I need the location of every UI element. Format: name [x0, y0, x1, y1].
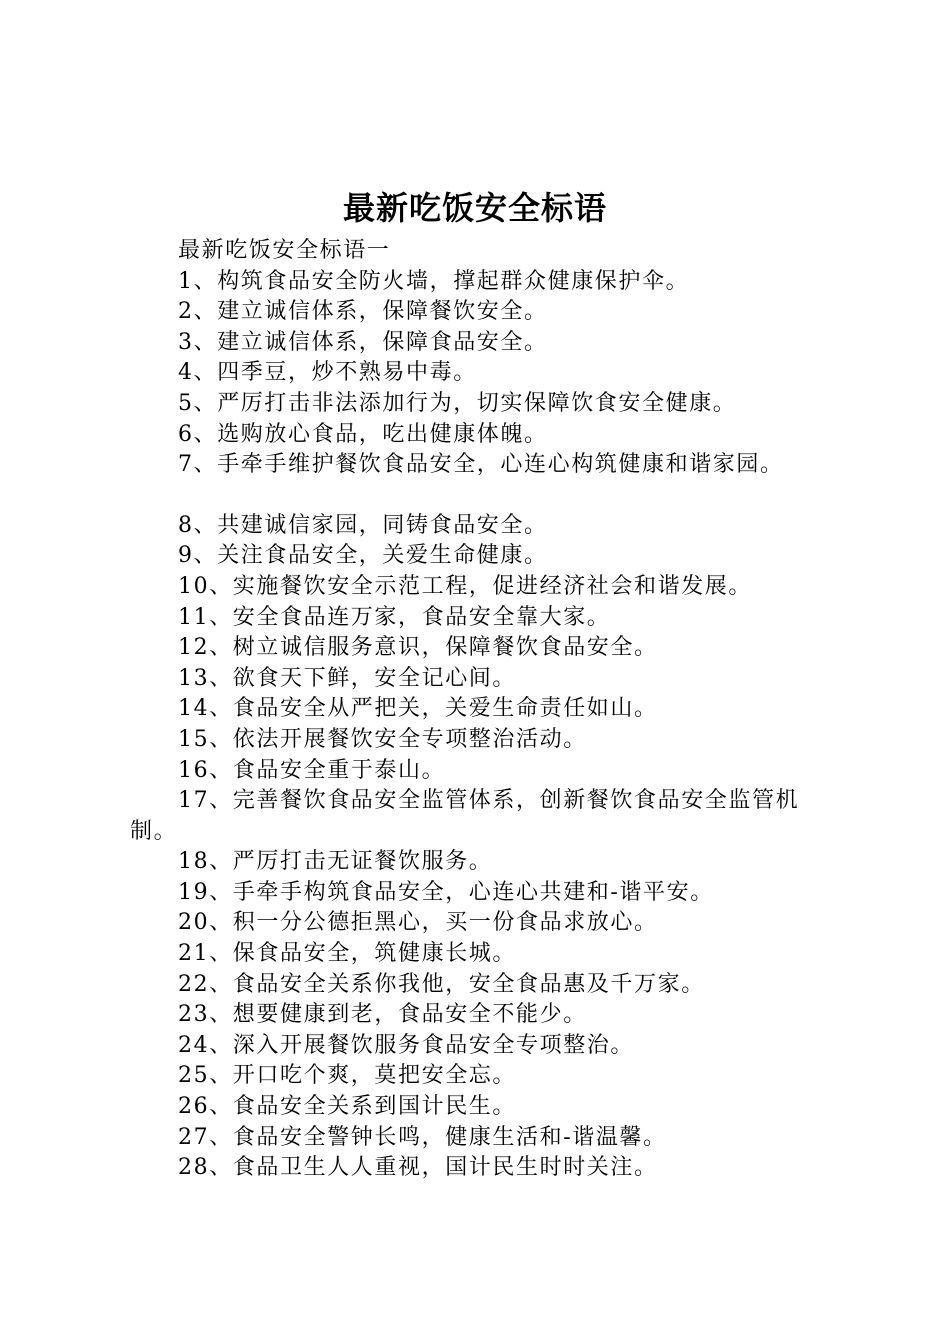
slogan-item-27: 27、食品安全警钟长鸣，健康生活和-谐温馨。 — [178, 1124, 667, 1150]
slogan-item-8: 8、共建诚信家园，同铸食品安全。 — [178, 512, 548, 538]
slogan-item-17: 17、完善餐饮食品安全监管体系，创新餐饮食品安全监管机制。 — [130, 788, 800, 844]
slogan-item-21: 21、保食品安全，筑健康长城。 — [178, 941, 516, 967]
document-body — [130, 236, 840, 1184]
slogan-item-23: 23、想要健康到老，食品安全不能少。 — [178, 1002, 587, 1028]
slogan-item-3: 3、建立诚信体系，保障食品安全。 — [178, 329, 548, 355]
slogan-item-28: 28、食品卫生人人重视，国计民生时时关注。 — [178, 1155, 658, 1181]
slogan-item-7: 7、手牵手维护餐饮食品安全，心连心构筑健康和谐家园。 — [178, 452, 784, 478]
slogan-item-22: 22、食品安全关系你我他，安全食品惠及千万家。 — [178, 971, 705, 997]
slogan-item-15: 15、依法开展餐饮安全专项整治活动。 — [178, 726, 587, 752]
slogan-item-20: 20、积一分公德拒黑心，买一份食品求放心。 — [178, 910, 658, 936]
slogan-item-12: 12、树立诚信服务意识，保障餐饮食品安全。 — [178, 635, 658, 661]
paragraph-gap — [130, 481, 840, 511]
slogan-item-11: 11、安全食品连万家，食品安全靠大家。 — [178, 604, 611, 630]
slogan-item-5: 5、严厉打击非法添加行为，切实保障饮食安全健康。 — [178, 390, 737, 416]
slogan-item-1: 1、构筑食品安全防火墙，撑起群众健康保护伞。 — [178, 268, 690, 294]
slogan-item-18: 18、严厉打击无证餐饮服务。 — [178, 849, 493, 875]
slogan-item-24: 24、深入开展餐饮服务食品安全专项整治。 — [178, 1032, 634, 1058]
slogan-item-9: 9、关注食品安全，关爱生命健康。 — [178, 543, 548, 569]
slogan-item-19: 19、手牵手构筑食品安全，心连心共建和-谐平安。 — [178, 879, 714, 905]
slogan-item-4: 4、四季豆，炒不熟易中毒。 — [178, 360, 477, 386]
slogan-item-10: 10、实施餐饮安全示范工程，促进经济社会和谐发展。 — [178, 573, 752, 599]
section-heading: 最新吃饭安全标语一 — [178, 238, 391, 263]
slogan-item-2: 2、建立诚信体系，保障餐饮安全。 — [178, 299, 548, 325]
document-title: 最新吃饭安全标语 — [342, 189, 607, 227]
slogan-item-16: 16、食品安全重于泰山。 — [178, 757, 446, 783]
slogan-item-25: 25、开口吃个爽，莫把安全忘。 — [178, 1063, 516, 1089]
slogan-item-6: 6、选购放心食品，吃出健康体魄。 — [178, 421, 548, 447]
slogan-item-14: 14、食品安全从严把关，关爱生命责任如山。 — [178, 696, 658, 722]
slogan-item-13: 13、欲食天下鲜，安全记心间。 — [178, 665, 516, 691]
slogan-item-26: 26、食品安全关系到国计民生。 — [178, 1094, 516, 1120]
